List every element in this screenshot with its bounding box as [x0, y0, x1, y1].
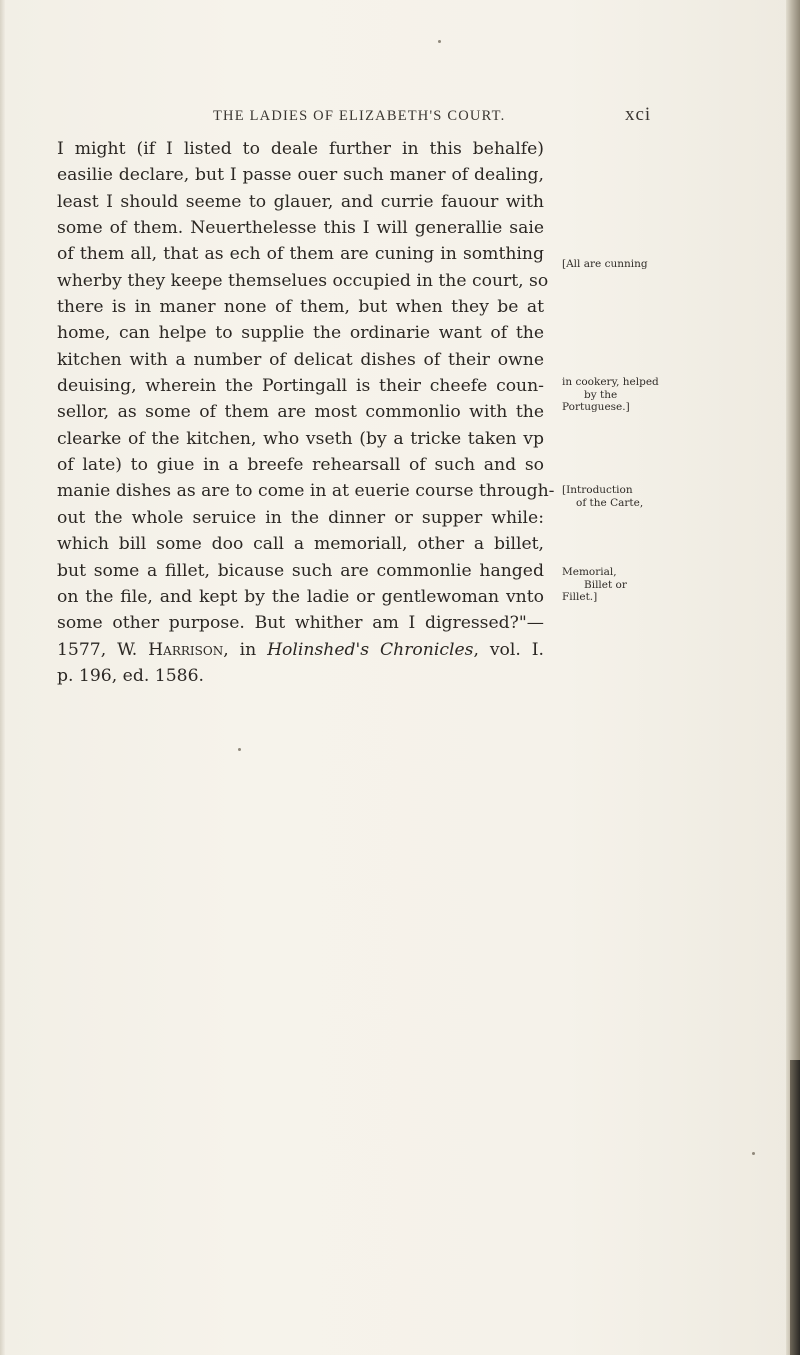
margin-note-line: Memorial,: [562, 566, 617, 578]
paper-speck: [752, 1152, 755, 1155]
text-line: of them all, that as ech of them are cuning in somthing: [57, 244, 544, 265]
citation-line-2: p. 196, ed. 1586.: [57, 665, 204, 686]
text-line: there is in maner none of them, but when they be at: [57, 297, 544, 318]
text-line: wherby they keepe themselues occupied in the court, so: [57, 270, 549, 291]
margin-note-line: in cookery, helped: [562, 376, 659, 388]
citation-prefix: 1577, W.: [57, 639, 138, 660]
citation-title: Holinshed's Chronicles: [267, 639, 474, 660]
citation-suffix: , vol. I.: [473, 639, 545, 660]
text-line: manie dishes as are to come in at euerie course through-: [57, 481, 555, 502]
page-number: xci: [625, 104, 652, 125]
text-line: sellor, as some of them are most commonlio with the: [57, 402, 544, 423]
paper-speck: [238, 748, 241, 751]
margin-note-line: of the Carte,: [576, 496, 644, 509]
text-line: which bill some doo call a memoriall, other a billet,: [57, 534, 544, 555]
body-paragraph: [57, 136, 555, 689]
text-line: kitchen with a number of delicat dishes of their owne: [57, 349, 544, 370]
margin-note-line: Billet or: [584, 578, 627, 591]
paper-speck: [438, 40, 441, 43]
text-line: deuising, wherein the Portingall is their cheefe coun-: [57, 376, 544, 397]
margin-note-line: [All are cunning: [562, 258, 648, 270]
text-line: of late) to giue in a breefe rehearsall of such and so: [57, 455, 544, 476]
text-line: out the whole seruice in the dinner or supper while:: [57, 507, 544, 528]
margin-note-cunning: [562, 258, 648, 271]
citation-line: [57, 637, 544, 663]
text-line: some of them. Neuerthelesse this I will generallie saie: [57, 218, 544, 239]
margin-note-line: [Introduction: [562, 484, 633, 496]
text-line: clearke of the kitchen, who vseth (by a tricke taken vp: [57, 428, 544, 449]
citation-author: Harrison: [148, 639, 224, 660]
margin-note-line: Portuguese.]: [562, 401, 630, 413]
text-line: some other purpose. But whither am I digressed?"—: [57, 613, 544, 634]
text-line: but some a fillet, bicause such are commonlie hanged: [57, 560, 544, 581]
margin-note-carte: [562, 484, 643, 509]
margin-note-line: Fillet.]: [562, 591, 598, 603]
page-gutter-shadow: [0, 0, 5, 1355]
text-line: least I should seeme to glauer, and currie fauour with: [57, 191, 544, 212]
margin-note-memorial: [562, 566, 627, 604]
text-line: home, can helpe to supplie the ordinarie want of the: [57, 323, 544, 344]
text-line: I might (if I listed to deale further in this behalfe): [57, 139, 544, 159]
page-fore-edge-dark: [790, 1060, 800, 1355]
text-line: on the file, and kept by the ladie or gentlewoman vnto: [57, 586, 544, 607]
text-line: easilie declare, but I passe ouer such maner of dealing,: [57, 165, 544, 186]
citation-sep: , in: [223, 639, 257, 660]
running-head: THE LADIES OF ELIZABETH'S COURT.: [213, 108, 506, 124]
margin-note-line: by the: [584, 388, 618, 401]
margin-note-cookery: [562, 376, 659, 414]
